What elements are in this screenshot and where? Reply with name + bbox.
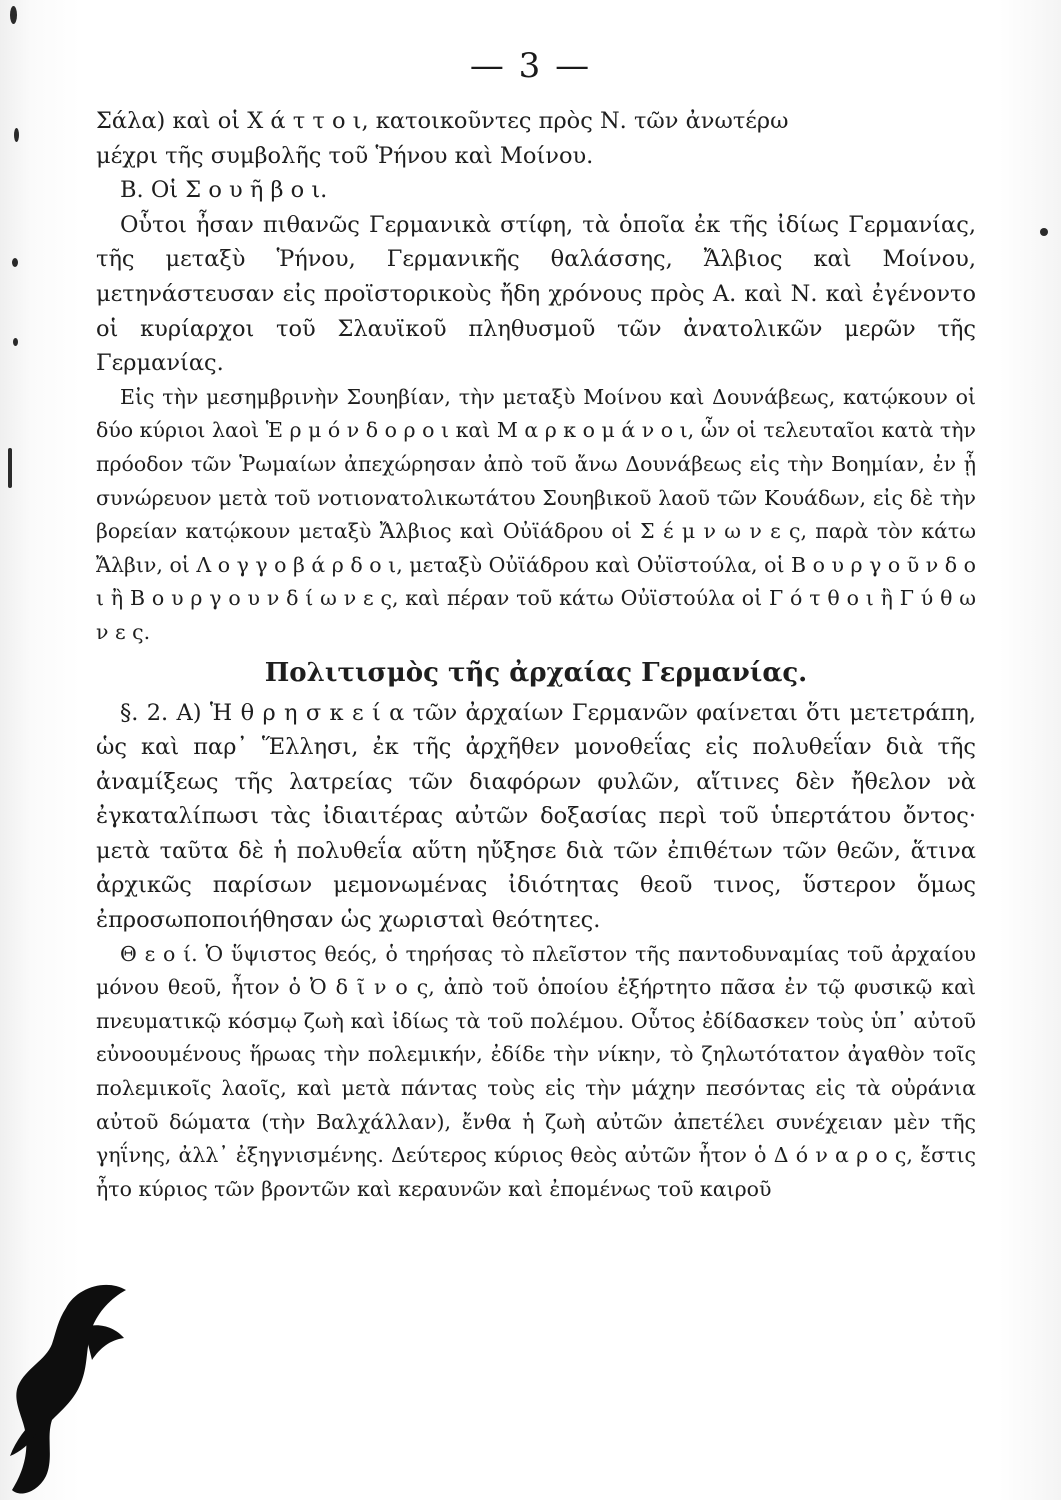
margin-speck — [14, 128, 19, 142]
page-number: — 3 — — [469, 46, 592, 86]
line-1: Σάλα) καὶ οἱ Χ ά τ τ ο ι, κατοικοῦντες πρὸς Ν. τῶν ἀνωτέρω — [96, 108, 789, 134]
margin-speck — [8, 448, 12, 488]
main-text — [96, 104, 976, 1206]
paragraph-tribes: Εἰς τὴν μεσημβρινὴν Σουηβίαν, τὴν μεταξὺ Μοίνου καὶ Δουνάβεως, κατῴκουν οἱ δύο κύριοι λαοὶ Ἑ ρ μ ό ν δ ο ρ ο ι καὶ Μ α ρ κ ο μ ά ν ο ι, ὧν οἱ τελευταῖοι κατὰ τὴν πρόοδον τῶν Ῥωμαίων ἀπεχώρησαν ἀπὸ τοῦ ἄνω Δουνάβεως εἰς τὴν Βοημίαν, ἐν ᾗ συνώρευον μετὰ τοῦ νοτιονατολικωτάτου Σουηβικοῦ λαοῦ τῶν Κουάδων, εἰς δὲ τὴν βορείαν κατῴκουν μεταξὺ Ἄλβιος καὶ Οὐϊάδρου οἱ Σ έ μ ν ω ν ε ς, παρὰ τὸν κάτω Ἄλβιν, οἱ Λ ο γ γ ο β ά ρ δ ο ι, μεταξὺ Οὐϊάδρου καὶ Οὐϊστούλα, οἱ Β ο υ ρ γ ο ῦ ν δ ο ι ἢ Β ο υ ρ γ ο υ ν δ ί ω ν ε ς, καὶ πέραν τοῦ κάτω Οὐϊστούλα οἱ Γ ό τ θ ο ι ἢ Γ ύ θ ω ν ε ς. — [96, 384, 976, 644]
paragraph-gods: Θ ε ο ί. Ὁ ὕψιστος θεός, ὁ τηρήσας τὸ πλεῖστον τῆς παντοδυναμίας τοῦ ἀρχαίου μόνου θεοῦ, ἦτον ὁ Ὀ δ ῖ ν ο ς, ἀπὸ τοῦ ὁποίου ἐξήρτητο πᾶσα ἐν τῷ φυσικῷ καὶ πνευματικῷ κόσμῳ ζωὴ καὶ ἰδίως τὰ τοῦ πολέμου. Οὗτος ἐδίδασκεν τοὺς ὑπ᾽ αὐτοῦ εὐνοουμένους ἥρωας τὴν πολεμικήν, ἐδίδε τὴν νίκην, τὸ ζηλωτότατον ἀγαθὸν τοῖς πολεμικοῖς λαοῖς, καὶ μετὰ πάντας τοὺς εἰς τὴν μάχην πεσόντας εἰς τὰ οὐράνια αὐτοῦ δώματα (τὴν Βαλχάλλαν), ἔνθα ἡ ζωὴ αὐτῶν ἀπετέλει συνέχειαν μὲν τῆς γηΐνης, ἀλλ᾽ ἐξηγνισμένης. Δεύτερος κύριος θεὸς αὐτῶν ἦτον ὁ Δ ό ν α ρ ο ς, ἔστις ἦτο κύριος τῶν βροντῶν καὶ κεραυνῶν καὶ ἐπομένως τοῦ καιροῦ — [96, 941, 976, 1201]
margin-speck — [1040, 228, 1048, 236]
margin-speck — [13, 338, 18, 346]
subsection-heading-b: Β. Οἱ Σ ο υ ῆ β ο ι. — [120, 177, 328, 204]
margin-speck — [12, 258, 18, 267]
section-heading: Πολιτισμὸς τῆς ἀρχαίας Γερμανίας. — [264, 657, 808, 688]
paragraph-religion: §. 2. Α) Ἡ θ ρ η σ κ ε ί α τῶν ἀρχαίων Γερμανῶν φαίνεται ὅτι μετετράπη, ὡς καὶ παρ᾽ Ἕλλησι, ἐκ τῆς ἀρχῆθεν μονοθεΐας εἰς πολυθεΐαν διὰ τῆς ἀναμίξεως τῆς λατρείας τῶν διαφόρων φυλῶν, αἵτινες δὲν ἤθελον νὰ ἐγκαταλίπωσι τὰς ἰδιαιτέρας αὐτῶν δοξασίας περὶ τοῦ ὑπερτάτου ὄντος· μετὰ ταῦτα δὲ ἡ πολυθεΐα αὕτη ηὔξησε διὰ τῶν ἐπιθέτων τῶν θεῶν, ἅτινα ἀρχικῶς παρίσων μεμονωμένας ἰδιότητας θεοῦ τινος, ὕστερον ὅμως ἐπροσωποποιήθησαν ὡς χωρισταὶ θεότητες. — [96, 699, 976, 934]
line-2: μέχρι τῆς συμβολῆς τοῦ Ῥήνου καὶ Μοίνου. — [96, 142, 594, 169]
ink-blot-icon — [6, 1268, 136, 1500]
margin-speck — [10, 6, 17, 24]
paragraph-suevi: Οὗτοι ἦσαν πιθανῶς Γερμανικὰ στίφη, τὰ ὁποῖα ἐκ τῆς ἰδίως Γερμανίας, τῆς μεταξὺ Ῥήνου, Γερμανικῆς θαλάσσης, Ἄλβιος καὶ Μοίνου, μετηνάστευσαν εἰς προϊστορικοὺς ἤδη χρόνους πρὸς Α. καὶ Ν. καὶ ἐγένοντο οἱ κυρίαρχοι τοῦ Σλαυϊκοῦ πληθυσμοῦ τῶν ἀνατολικῶν μερῶν τῆς Γερμανίας. — [96, 211, 976, 377]
